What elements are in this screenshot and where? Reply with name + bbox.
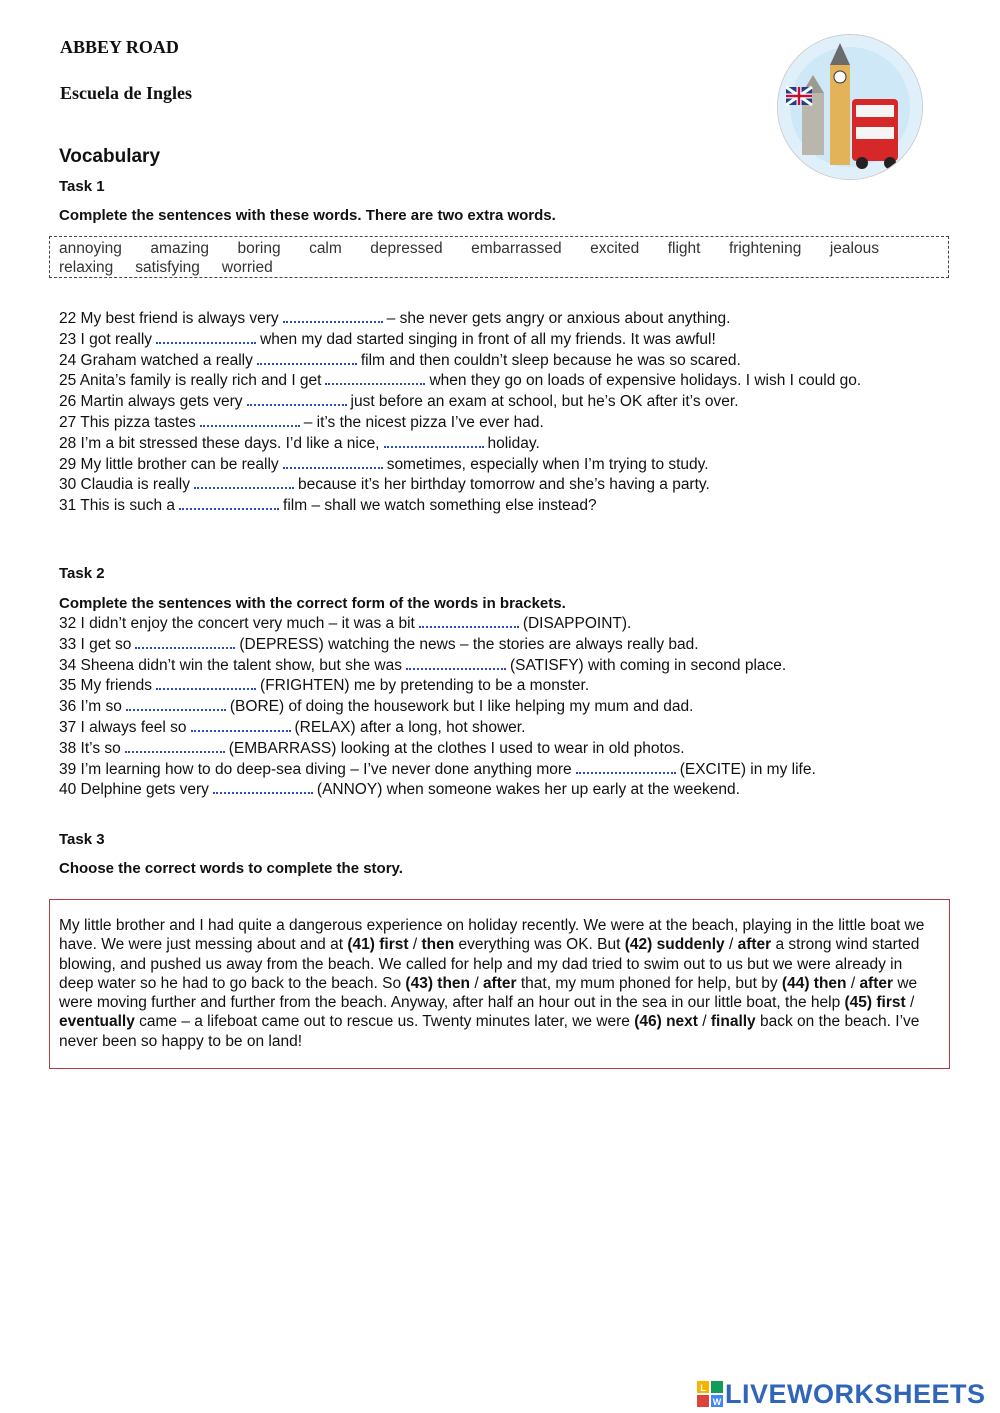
task2-sentence-list: [59, 614, 816, 801]
choice-42-option-a[interactable]: (42) suddenly: [624, 936, 725, 954]
sentence-start: 25 Anita’s family is really rich and I get: [59, 372, 322, 390]
sentence-start: 39 I’m learning how to do deep-sea diving – I’ve never done anything more: [59, 760, 572, 778]
task2-instruction: Complete the sentences with the correct form of the words in brackets.: [59, 595, 566, 612]
sentence-item: [59, 676, 816, 697]
sentence-end: when my dad started singing in front of all my friends. It was awful!: [260, 330, 716, 348]
sentence-end: (EXCITE) in my life.: [679, 760, 816, 778]
task3-title: Task 3: [59, 831, 105, 848]
answer-blank[interactable]: [156, 330, 256, 344]
answer-blank[interactable]: [576, 760, 676, 774]
story-text: everything was OK. But: [454, 936, 625, 954]
answer-blank[interactable]: [135, 635, 235, 649]
word-option: relaxing: [59, 259, 114, 276]
answer-blank[interactable]: [283, 455, 383, 469]
task1-sentence-list: [59, 309, 861, 517]
word-option: jealous: [829, 240, 879, 257]
sentence-start: 30 Claudia is really: [59, 476, 190, 494]
sentence-item: [59, 780, 816, 801]
sentence-end: (DEPRESS) watching the news – the stories are always really bad.: [239, 635, 699, 653]
task1-instruction: Complete the sentences with these words. There are two extra words.: [59, 207, 556, 224]
choice-42-option-b[interactable]: after: [737, 936, 772, 954]
slash: /: [724, 936, 738, 954]
sentence-item: [59, 371, 861, 392]
sentence-end: (DISAPPOINT).: [522, 615, 632, 632]
icon-letter-l: L: [700, 1383, 706, 1393]
answer-blank[interactable]: [283, 309, 383, 323]
sentence-item: [59, 739, 816, 760]
choice-43-option-b[interactable]: after: [482, 974, 517, 992]
slash: /: [697, 1013, 711, 1031]
sentence-end: – it’s the nicest pizza I’ve ever had.: [303, 413, 544, 431]
slash: /: [408, 936, 422, 954]
sentence-item: [59, 413, 861, 434]
answer-blank[interactable]: [191, 718, 291, 732]
word-option: excited: [590, 240, 640, 257]
sentence-item: [59, 455, 861, 476]
slash: /: [470, 974, 483, 992]
sentence-start: 26 Martin always gets very: [59, 393, 243, 411]
sentence-end: – she never gets angry or anxious about anything.: [386, 310, 731, 327]
sentence-item: [59, 718, 816, 739]
sentence-item: [59, 330, 861, 351]
sentence-start: 29 My little brother can be really: [59, 455, 279, 473]
choice-45-option-a[interactable]: (45) first: [844, 994, 906, 1012]
sentence-start: 24 Graham watched a really: [59, 351, 253, 369]
sentence-item: [59, 635, 816, 656]
answer-blank[interactable]: [125, 739, 225, 753]
word-option: flight: [667, 240, 701, 257]
sentence-item: [59, 475, 861, 496]
sentence-end: (FRIGHTEN) me by pretending to be a monster.: [260, 677, 590, 695]
sentence-start: 22 My best friend is always very: [59, 310, 279, 327]
story-text: came – a lifeboat came out to rescue us. Twenty minutes later, we were: [134, 1013, 635, 1031]
choice-46-option-b[interactable]: finally: [710, 1013, 756, 1031]
answer-blank[interactable]: [325, 371, 425, 385]
word-option: amazing: [150, 240, 209, 257]
answer-blank[interactable]: [200, 413, 300, 427]
word-option: embarrassed: [471, 240, 562, 257]
school-subtitle: Escuela de Ingles: [60, 83, 193, 103]
story-text: we were moving further and further from the beach. Anyway, after half an hour out in the sea in our little boat, the help: [59, 974, 918, 1012]
sentence-start: 40 Delphine gets very: [59, 781, 209, 799]
sentence-end: (ANNOY) when someone wakes her up early at the weekend.: [316, 781, 740, 799]
liveworksheets-logo[interactable]: [697, 1377, 986, 1411]
sentence-start: 38 It’s so: [59, 739, 121, 757]
sentence-start: 28 I’m a bit stressed these days. I’d like a nice,: [59, 434, 380, 452]
sentence-start: 32 I didn’t enjoy the concert very much – it was a bit: [59, 615, 415, 632]
sentence-end: because it’s her birthday tomorrow and she’s having a party.: [297, 476, 710, 494]
word-option: depressed: [370, 240, 443, 257]
slash: /: [846, 974, 860, 992]
sentence-start: 36 I’m so: [59, 698, 122, 716]
icon-letter-w: W: [712, 1397, 722, 1407]
school-name: ABBEY ROAD: [60, 37, 179, 57]
story-text: that, my mum phoned for help, but by: [516, 974, 782, 992]
sentence-item: [59, 614, 816, 635]
choice-41-option-b[interactable]: then: [421, 936, 455, 954]
story-text: back on the beach. I’ve never been so happy to be on land!: [59, 1013, 920, 1050]
word-box: [49, 236, 949, 278]
answer-blank[interactable]: [384, 434, 484, 448]
choice-45-option-b[interactable]: eventually: [59, 1013, 135, 1031]
word-option: worried: [221, 259, 273, 276]
answer-blank[interactable]: [156, 676, 256, 690]
answer-blank[interactable]: [257, 351, 357, 365]
sentence-end: holiday.: [487, 434, 540, 452]
sentence-item: [59, 697, 816, 718]
choice-44-option-a[interactable]: (44) then: [781, 974, 847, 992]
story-text: a strong wind started blowing, and pushed us away from the beach. We called for help and my dad tried to swim out to us but we were already in deep water so he had to go back to the beach. So: [59, 936, 920, 992]
answer-blank[interactable]: [419, 614, 519, 628]
sentence-start: 27 This pizza tastes: [59, 413, 196, 431]
task3-instruction: Choose the correct words to complete the story.: [59, 860, 403, 877]
sentence-item: [59, 392, 861, 413]
sentence-item: [59, 434, 861, 455]
task2-title: Task 2: [59, 565, 105, 582]
answer-blank[interactable]: [126, 697, 226, 711]
choice-43-option-a[interactable]: (43) then: [405, 974, 471, 992]
sentence-start: 37 I always feel so: [59, 718, 187, 736]
sentence-end: (SATISFY) with coming in second place.: [509, 656, 787, 674]
choice-44-option-b[interactable]: after: [859, 974, 894, 992]
task1-title: Task 1: [59, 178, 105, 195]
sentence-start: 23 I got really: [59, 330, 153, 348]
word-option: satisfying: [135, 259, 200, 276]
answer-blank[interactable]: [194, 475, 294, 489]
word-option: frightening: [728, 240, 802, 257]
choice-46-option-a[interactable]: (46) next: [634, 1013, 698, 1031]
sentence-end: (BORE) of doing the housework but I like helping my mum and dad.: [229, 698, 694, 716]
slash: /: [905, 994, 915, 1012]
london-logo-image: [777, 34, 923, 180]
answer-blank[interactable]: [213, 780, 313, 794]
sentence-end: just before an exam at school, but he’s OK after it’s over.: [350, 393, 739, 411]
word-option: boring: [237, 240, 281, 257]
sentence-item: [59, 760, 816, 781]
word-option: annoying: [59, 240, 122, 257]
story-box: [49, 899, 950, 1069]
sentence-end: film and then couldn’t sleep because he was so scared.: [360, 351, 741, 369]
sentence-item: [59, 656, 816, 677]
answer-blank[interactable]: [179, 496, 279, 510]
sentence-start: 33 I get so: [59, 635, 132, 653]
story-text: My little brother and I had quite a dangerous experience on holiday recently. We were at the beach, playing in the little boat we have. We were just messing about and at: [59, 917, 925, 954]
sentence-end: (EMBARRASS) looking at the clothes I used to wear in old photos.: [228, 739, 685, 757]
sentence-end: sometimes, especially when I’m trying to study.: [386, 455, 709, 473]
answer-blank[interactable]: [406, 656, 506, 670]
word-option: calm: [309, 240, 342, 257]
sentence-start: 31 This is such a: [59, 497, 176, 515]
answer-blank[interactable]: [247, 392, 347, 406]
sentence-start: 34 Sheena didn’t win the talent show, but she was: [59, 656, 402, 674]
sentence-item: [59, 309, 861, 330]
sentence-start: 35 My friends: [59, 677, 153, 695]
brand-name: LIVEWORKSHEETS: [725, 1378, 986, 1409]
sentence-item: [59, 496, 861, 517]
sentence-end: (RELAX) after a long, hot shower.: [294, 718, 526, 736]
sentence-end: when they go on loads of expensive holidays. I wish I could go.: [429, 372, 862, 390]
sentence-end: film – shall we watch something else instead?: [283, 497, 597, 515]
sentence-item: [59, 351, 861, 372]
choice-41-option-a[interactable]: (41) first: [347, 936, 409, 954]
liveworksheets-icon: [697, 1381, 723, 1407]
section-title: Vocabulary: [59, 146, 161, 167]
